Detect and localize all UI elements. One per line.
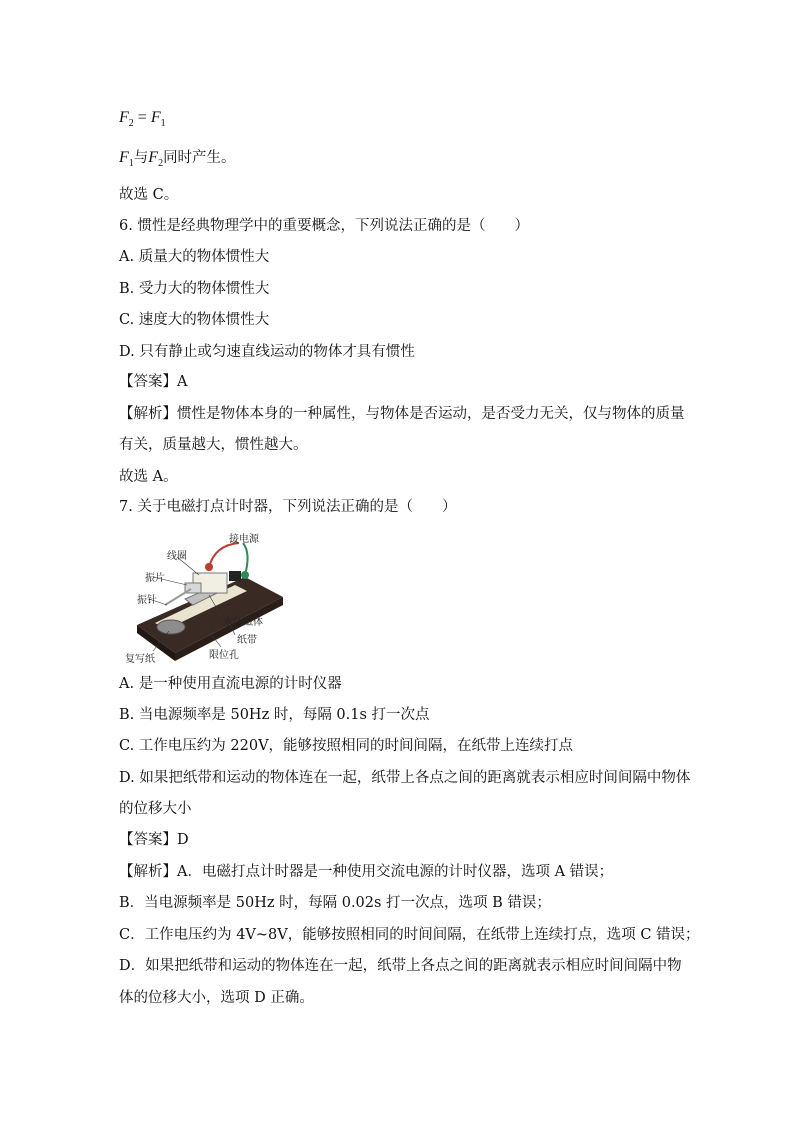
formula-symbol: F	[150, 109, 161, 126]
option-6c: C. 速度大的物体惯性大	[119, 312, 270, 328]
wire-red	[209, 543, 239, 567]
explanation-7-b: B．当电源频率是 50Hz 时，每隔 0.02s 打一次点，选项 B 错误；	[119, 895, 551, 911]
formula-subscript: 2	[128, 118, 134, 130]
terminal-block	[229, 571, 241, 581]
explanation-6-line1: 【解析】惯性是物体本身的一种属性，与物体是否运动，是否受力无关，仅与物体的质量	[119, 406, 685, 422]
option-7d-line1: D. 如果把纸带和运动的物体连在一起，纸带上各点之间的距离就表示相应时间间隔中物体	[119, 770, 691, 786]
formula-symbol: F	[119, 149, 129, 166]
option-6b: B. 受力大的物体惯性大	[119, 281, 270, 297]
answer-6: 【答案】A	[119, 374, 188, 390]
explanation-7-a: 【解析】A．电磁打点计时器是一种使用交流电源的计时仪器，选项 A 错误；	[119, 864, 614, 880]
explanation-7-d-line1: D．如果把纸带和运动的物体连在一起，纸带上各点之间的距离就表示相应时间间隔中物	[119, 958, 682, 974]
label-magnet: 永久磁体	[223, 617, 263, 628]
explanation-7-d-line2: 体的位移大小，选项 D 正确。	[119, 990, 314, 1006]
formula-subscript: 2	[158, 157, 164, 169]
option-7b: B. 当电源频率是 50Hz 时，每隔 0.1s 打一次点	[119, 707, 430, 723]
option-7a: A. 是一种使用直流电源的计时仪器	[119, 676, 342, 692]
label-needle: 振针	[137, 595, 157, 606]
formula-equals: =	[133, 109, 151, 126]
label-vibrating-plate: 振片	[145, 573, 165, 584]
answer-7: 【答案】D	[119, 832, 189, 848]
explanation-6-line2: 有关，质量越大，惯性越大。	[119, 437, 308, 453]
question-6: 6. 惯性是经典物理学中的重要概念，下列说法正确的是（ ）	[119, 218, 529, 234]
choice-line: 故选 A。	[119, 469, 178, 485]
label-coil: 线圈	[167, 551, 187, 562]
formula-symbol: F	[148, 149, 159, 166]
option-7c: C. 工作电压约为 220V，能够按照相同的时间间隔，在纸带上连续打点	[119, 738, 574, 754]
option-6d: D. 只有静止或匀速直线运动的物体才具有惯性	[119, 344, 415, 360]
question-7: 7. 关于电磁打点计时器，下列说法正确的是（ ）	[119, 499, 457, 515]
label-tape: 纸带	[237, 635, 257, 646]
explanation-7-c: C．工作电压约为 4V~8V，能够按照相同的时间间隔，在纸带上连续打点，选项 C 错误；	[119, 927, 700, 943]
carbon-disc	[157, 620, 185, 634]
choice-line: 故选 C。	[119, 187, 179, 203]
label-limit-hole: 限位孔	[209, 650, 239, 661]
option-6a: A. 质量大的物体惯性大	[119, 249, 270, 265]
formula-simultaneous	[119, 148, 236, 174]
formula-text: 同时产生。	[163, 150, 236, 166]
formula-subscript: 1	[128, 157, 134, 169]
wire-green	[243, 543, 248, 575]
option-7d-line2: 的位移大小	[119, 801, 192, 817]
needle-shape	[165, 589, 191, 605]
label-power: 接电源	[229, 534, 259, 545]
ticker-timer-figure	[125, 527, 295, 665]
formula-f2-equals-f1	[119, 108, 166, 134]
label-carbon-paper: 复写纸	[125, 654, 155, 665]
formula-symbol: F	[119, 109, 129, 126]
formula-subscript: 1	[160, 118, 166, 130]
formula-text: 与	[133, 150, 149, 166]
